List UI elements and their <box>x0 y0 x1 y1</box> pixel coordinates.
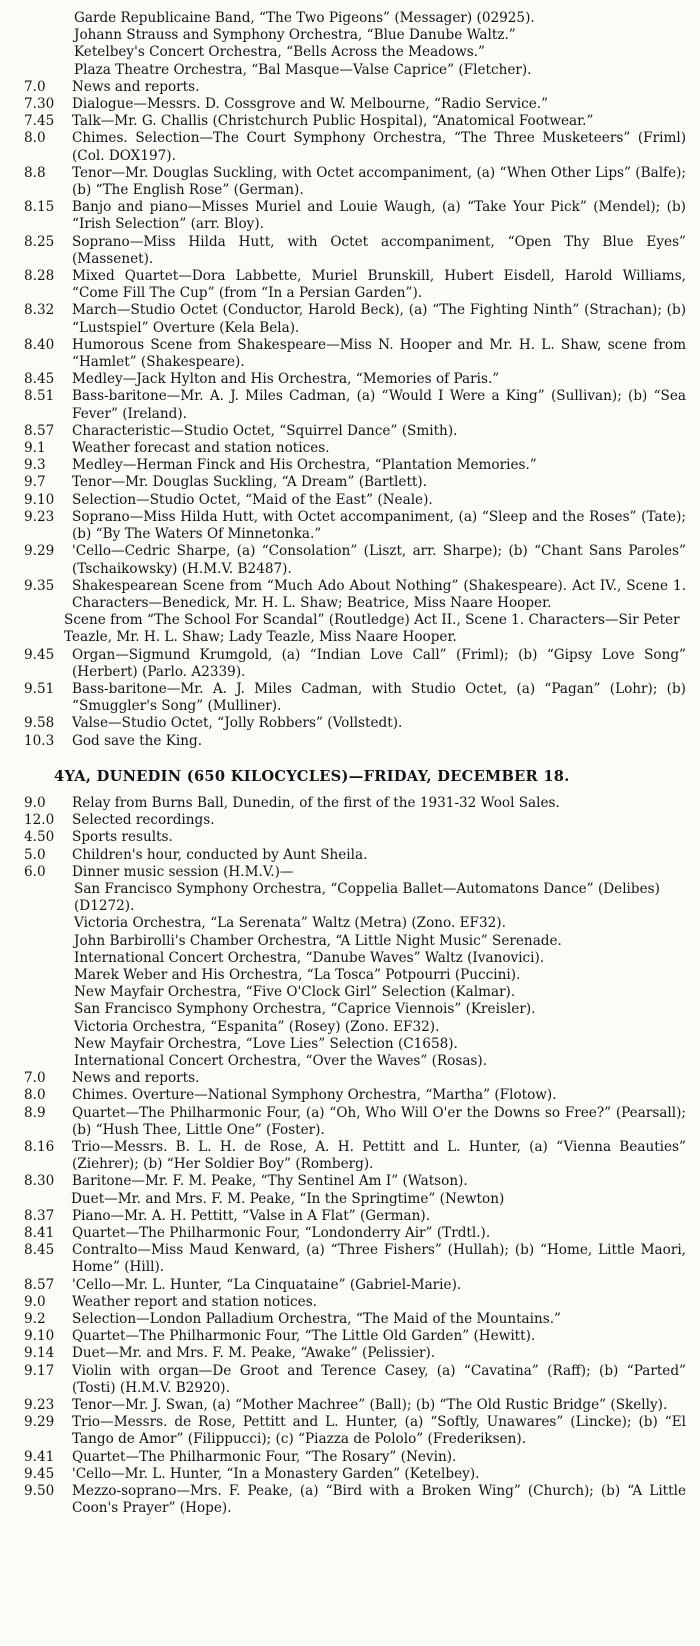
entry-time: 8.8 <box>24 164 46 181</box>
entry-time: 9.0 <box>24 1293 46 1310</box>
schedule-entry <box>24 302 686 336</box>
entry-time: 9.0 <box>24 794 46 811</box>
entry-text: Soprano—Miss Hilda Hutt, with Octet accompaniment, “Open Thy Blue Eyes” (Massenet). <box>72 233 686 267</box>
entry-time: 7.0 <box>24 78 46 95</box>
entry-time: 8.0 <box>24 1087 46 1104</box>
entry-time: 8.30 <box>24 1173 55 1190</box>
entry-text: Sports results. <box>72 829 173 846</box>
entry-time: 8.9 <box>24 1104 46 1121</box>
schedule-entry <box>24 337 686 371</box>
entry-time: 8.57 <box>24 1276 55 1293</box>
dinner-item: San Francisco Symphony Orchestra, “Caprice Viennois” (Kreisler). <box>74 1001 536 1018</box>
schedule-entry <box>24 647 686 681</box>
entry-time: 8.28 <box>24 268 55 285</box>
entry-text: Soprano—Miss Hilda Hutt, with Octet accompaniment, (a) “Sleep and the Roses” (Tate); (b) “By The Waters Of Minnetonka.” <box>72 508 686 543</box>
schedule-entry <box>24 474 686 491</box>
entry-text: God save the King. <box>72 732 203 749</box>
lead-item: Garde Republicaine Band, “The Two Pigeons” (Messager) (02925). <box>74 10 535 26</box>
entry-text: Mixed Quartet—Dora Labbette, Muriel Brunskill, Hubert Eisdell, Harold Williams, “Come Fill The Cup” (from “In a Persian Garden”). <box>72 268 686 302</box>
schedule-entry <box>24 96 686 113</box>
schedule-entry <box>24 388 686 422</box>
schedule-entry <box>24 1363 686 1397</box>
entry-text: Mezzo-soprano—Mrs. F. Peake, (a) “Bird with a Broken Wing” (Church); (b) “A Little Coon's Prayer” (Hope). <box>72 1483 686 1517</box>
entry-text: News and reports. <box>72 1070 200 1087</box>
entry-time: 9.7 <box>24 474 46 491</box>
block2a-schedule <box>24 795 686 881</box>
entry-time: 9.10 <box>24 1328 55 1345</box>
entry-time: 8.15 <box>24 199 55 216</box>
entry-time: 9.23 <box>24 1397 55 1414</box>
schedule-entry <box>24 1070 686 1087</box>
entry-text: Contralto—Miss Maud Kenward, (a) “Three Fishers” (Hullah); (b) “Home, Little Maori, Home” (Hill). <box>72 1242 686 1276</box>
entry-time: 9.1 <box>24 440 46 457</box>
entry-time: 8.0 <box>24 130 46 147</box>
entry-time: 9.58 <box>24 715 55 732</box>
entry-time: 8.32 <box>24 302 55 319</box>
duet-line-text: Duet—Mr. and Mrs. F. M. Peake, “In the Springtime” (Newton) <box>71 1190 505 1207</box>
entry-time: 9.17 <box>24 1362 55 1379</box>
schedule-entry <box>24 492 686 509</box>
entry-time: 8.45 <box>24 371 55 388</box>
entry-time: 9.51 <box>24 680 55 697</box>
schedule-entry <box>24 113 686 130</box>
schedule-entry <box>24 1294 686 1311</box>
entry-time: 9.3 <box>24 457 46 474</box>
schedule-entry <box>24 578 686 612</box>
entry-time: 5.0 <box>24 846 46 863</box>
entry-text: Trio—Messrs. de Rose, Pettitt and L. Hunter, (a) “Softly, Unawares” (Lincke); (b) “El Tango de Amor” (Filippucci); (c) “Piazza de Pololo” (Frederiksen). <box>72 1414 686 1448</box>
schedule-entry <box>24 268 686 302</box>
entry-text: Organ—Sigmund Krumgold, (a) “Indian Love Call” (Friml); (b) “Gipsy Love Song” (Herbert) (Parlo. A2339). <box>72 646 686 680</box>
entry-text: Quartet—The Philharmonic Four, “The Rosary” (Nevin). <box>72 1448 457 1465</box>
entry-time: 8.41 <box>24 1225 55 1242</box>
entry-text: Tenor—Mr. Douglas Suckling, with Octet accompaniment, (a) “When Other Lips” (Balfe); (b) “The English Rose” (German). <box>72 164 686 199</box>
entry-text: Relay from Burns Ball, Dunedin, of the first of the 1931-32 Wool Sales. <box>72 794 560 811</box>
schedule-entry <box>24 1328 686 1345</box>
entry-time: 8.51 <box>24 388 55 405</box>
lead-item: Ketelbey's Concert Orchestra, “Bells Across the Meadows.” <box>74 44 485 61</box>
entry-text: Quartet—The Philharmonic Four, “Londonderry Air” (Trdtl.). <box>72 1225 491 1242</box>
scene-note <box>24 612 686 646</box>
entry-time: 4.50 <box>24 829 55 846</box>
entry-time: 9.10 <box>24 491 55 508</box>
schedule-entry <box>24 423 686 440</box>
entry-time: 9.50 <box>24 1483 55 1500</box>
entry-time: 9.41 <box>24 1448 55 1465</box>
schedule-entry <box>24 371 686 388</box>
schedule-entry <box>24 795 686 812</box>
schedule-entry <box>24 234 686 268</box>
entry-time: 9.14 <box>24 1345 55 1362</box>
schedule-entry <box>24 1225 686 1242</box>
schedule-entry <box>24 829 686 846</box>
entry-time: 9.45 <box>24 1465 55 1482</box>
schedule-entry <box>24 1449 686 1466</box>
entry-text: Chimes. Selection—The Court Symphony Orchestra, “The Three Musketeers” (Friml) (Col. DOX197). <box>72 130 686 164</box>
schedule-entry <box>24 1345 686 1362</box>
schedule-entry <box>24 847 686 864</box>
schedule-entry <box>24 199 686 233</box>
schedule-entry <box>24 1483 686 1517</box>
lead-item: Plaza Theatre Orchestra, “Bal Masque—Valse Caprice” (Fletcher). <box>74 61 532 78</box>
entry-text: Medley—Jack Hylton and His Orchestra, “Memories of Paris.” <box>72 371 500 388</box>
dinner-item: Victoria Orchestra, “La Serenata” Waltz (Metra) (Zono. EF32). <box>74 915 506 932</box>
entry-text: Baritone—Mr. F. M. Peake, “Thy Sentinel Am I” (Watson). <box>72 1173 468 1190</box>
entry-time: 8.57 <box>24 422 55 439</box>
entry-text: Weather report and station notices. <box>72 1293 318 1310</box>
entry-time: 8.40 <box>24 336 55 353</box>
entry-time: 9.2 <box>24 1311 46 1328</box>
dinner-item: New Mayfair Orchestra, “Love Lies” Selection (C1658). <box>74 1035 458 1052</box>
lead-item: Johann Strauss and Symphony Orchestra, “Blue Danube Waltz.” <box>74 27 516 44</box>
schedule-entry <box>24 1414 686 1448</box>
entry-text: Dinner music session (H.M.V.)— <box>72 863 294 880</box>
schedule-entry <box>24 864 686 881</box>
scene-note-text: Scene from “The School For Scandal” (Routledge) Act II., Scene 1. Characters—Sir Peter Teazle, Mr. H. L. Shaw; Lady Teazle, Miss Naare Hooper. <box>64 612 680 646</box>
block2b-schedule <box>24 1070 686 1190</box>
schedule-entry <box>24 1397 686 1414</box>
entry-text: 'Cello—Cedric Sharpe, (a) “Consolation” (Liszt, arr. Sharpe); (b) “Chant Sans Paroles” (Tschaikowsky) (H.M.V. B2487). <box>72 543 686 577</box>
entry-text: Valse—Studio Octet, “Jolly Robbers” (Vollstedt). <box>72 715 403 732</box>
dinner-item: International Concert Orchestra, “Danube Waves” Waltz (Ivanovici). <box>74 949 545 966</box>
entry-text: Selection—London Palladium Orchestra, “The Maid of the Mountains.” <box>72 1311 562 1328</box>
entry-time: 8.16 <box>24 1139 55 1155</box>
dinner-item: John Barbirolli's Chamber Orchestra, “A Little Night Music” Serenade. <box>74 932 562 949</box>
entry-text: News and reports. <box>72 78 200 95</box>
entry-text: Humorous Scene from Shakespeare—Miss N. Hooper and Mr. H. L. Shaw, scene from “Hamlet” (Shakespeare). <box>72 336 686 371</box>
schedule-entry <box>24 509 686 543</box>
entry-text: March—Studio Octet (Conductor, Harold Beck), (a) “The Fighting Ninth” (Strachan); (b) “Lustspiel” Overture (Kela Bela). <box>72 302 686 336</box>
entry-time: 8.37 <box>24 1207 55 1224</box>
schedule-entry <box>24 1087 686 1104</box>
entry-text: Violin with organ—De Groot and Terence Casey, (a) “Cavatina” (Raff); (b) “Parted” (Tosti) (H.M.V. B2920). <box>72 1362 686 1396</box>
entry-text: Piano—Mr. A. H. Pettitt, “Valse in A Flat” (German). <box>72 1207 431 1224</box>
entry-text: Quartet—The Philharmonic Four, “The Little Old Garden” (Hewitt). <box>72 1328 536 1345</box>
entry-text: Selected recordings. <box>72 812 215 829</box>
schedule-entry <box>24 812 686 829</box>
schedule-entry <box>24 1105 686 1139</box>
dinner-item: International Concert Orchestra, “Over the Waves” (Rosas). <box>74 1052 488 1069</box>
schedule-entry <box>24 1311 686 1328</box>
entry-time: 7.30 <box>24 96 55 113</box>
schedule-entry <box>24 1208 686 1225</box>
entry-time: 9.23 <box>24 508 55 525</box>
schedule-entry <box>24 733 686 750</box>
schedule-entry <box>24 1173 686 1190</box>
entry-text: Dialogue—Messrs. D. Cossgrove and W. Melbourne, “Radio Service.” <box>72 96 549 113</box>
schedule-entry <box>24 79 686 96</box>
schedule-entry <box>24 1466 686 1483</box>
dinner-music-list <box>24 881 686 1070</box>
duet-line <box>24 1191 686 1208</box>
schedule-entry <box>24 165 686 199</box>
entry-text: Banjo and piano—Misses Muriel and Louie Waugh, (a) “Take Your Pick” (Mendel); (b) “Irish Selection” (arr. Bloy). <box>72 199 686 233</box>
entry-text: Shakespearean Scene from “Much Ado About Nothing” (Shakespeare). Act IV., Scene 1. Characters—Benedick, Mr. H. L. Shaw; Beatrice, Miss Naare Hooper. <box>72 577 686 611</box>
schedule-entry <box>24 1277 686 1294</box>
entry-text: Selection—Studio Octet, “Maid of the East” (Neale). <box>72 491 433 508</box>
station-heading: 4YA, DUNEDIN (650 KILOCYCLES)—FRIDAY, DECEMBER 18. <box>54 767 570 785</box>
schedule-entry <box>24 440 686 457</box>
entry-text: Medley—Herman Finck and His Orchestra, “Plantation Memories.” <box>72 457 537 474</box>
entry-text: 'Cello—Mr. L. Hunter, “In a Monastery Garden” (Ketelbey). <box>72 1465 480 1482</box>
entry-text: Quartet—The Philharmonic Four, (a) “Oh, Who Will O'er the Downs so Free?” (Pearsall); (b) “Hush Thee, Little One” (Foster). <box>72 1104 686 1138</box>
entry-time: 9.29 <box>24 1414 55 1431</box>
entry-text: Children's hour, conducted by Aunt Sheila. <box>72 846 368 863</box>
schedule-entry <box>24 715 686 732</box>
entry-text: Talk—Mr. G. Challis (Christchurch Public Hospital), “Anatomical Footwear.” <box>72 113 594 130</box>
entry-time: 9.35 <box>24 577 55 594</box>
entry-text: Duet—Mr. and Mrs. F. M. Peake, “Awake” (Pelissier). <box>72 1345 436 1362</box>
entry-text: Bass-baritone—Mr. A. J. Miles Cadman, with Studio Octet, (a) “Pagan” (Lohr); (b) “Smuggler's Song” (Mulliner). <box>72 680 686 715</box>
dinner-item: San Francisco Symphony Orchestra, “Coppelia Ballet—Automatons Dance” (Delibes) (D1272). <box>74 880 660 915</box>
schedule-entry <box>24 457 686 474</box>
entry-text: Weather forecast and station notices. <box>72 440 330 457</box>
entry-text: Characteristic—Studio Octet, “Squirrel Dance” (Smith). <box>72 422 458 439</box>
schedule-entry <box>24 1139 686 1173</box>
entry-time: 9.29 <box>24 543 55 560</box>
entry-text: Trio—Messrs. B. L. H. de Rose, A. H. Pettitt and L. Hunter, (a) “Vienna Beauties” (Ziehrer); (b) “Her Soldier Boy” (Romberg). <box>72 1139 686 1173</box>
dinner-item: Victoria Orchestra, “Espanita” (Rosey) (Zono. EF32). <box>74 1018 440 1035</box>
entry-text: Tenor—Mr. J. Swan, (a) “Mother Machree” (Ball); (b) “The Old Rustic Bridge” (Skelly). <box>72 1397 668 1414</box>
entry-time: 7.45 <box>24 113 55 130</box>
schedule-entry <box>24 130 686 164</box>
entry-time: 8.45 <box>24 1242 55 1259</box>
entry-time: 10.3 <box>24 732 55 749</box>
entry-time: 12.0 <box>24 812 55 829</box>
entry-text: 'Cello—Mr. L. Hunter, “La Cinquataine” (Gabriel-Marie). <box>72 1276 462 1293</box>
schedule-entry <box>24 681 686 715</box>
block2c-schedule <box>24 1208 686 1518</box>
entry-text: Bass-baritone—Mr. A. J. Miles Cadman, (a) “Would I Were a King” (Sullivan); (b) “Sea Fever” (Ireland). <box>72 388 686 422</box>
dinner-item: New Mayfair Orchestra, “Five O'Clock Girl” Selection (Kalmar). <box>74 984 516 1001</box>
block1b-schedule <box>24 647 686 750</box>
schedule-entry <box>24 543 686 577</box>
entry-text: Chimes. Overture—National Symphony Orchestra, “Martha” (Flotow). <box>72 1087 557 1104</box>
entry-time: 7.0 <box>24 1070 46 1087</box>
entry-time: 6.0 <box>24 863 46 880</box>
schedule-entry <box>24 1242 686 1276</box>
block1-schedule <box>24 79 686 612</box>
block1-lead <box>24 10 686 79</box>
entry-text: Tenor—Mr. Douglas Suckling, “A Dream” (Bartlett). <box>72 474 427 491</box>
entry-time: 8.25 <box>24 233 55 250</box>
dinner-item: Marek Weber and His Orchestra, “La Tosca” Potpourri (Puccini). <box>74 966 521 983</box>
entry-time: 9.45 <box>24 646 55 663</box>
